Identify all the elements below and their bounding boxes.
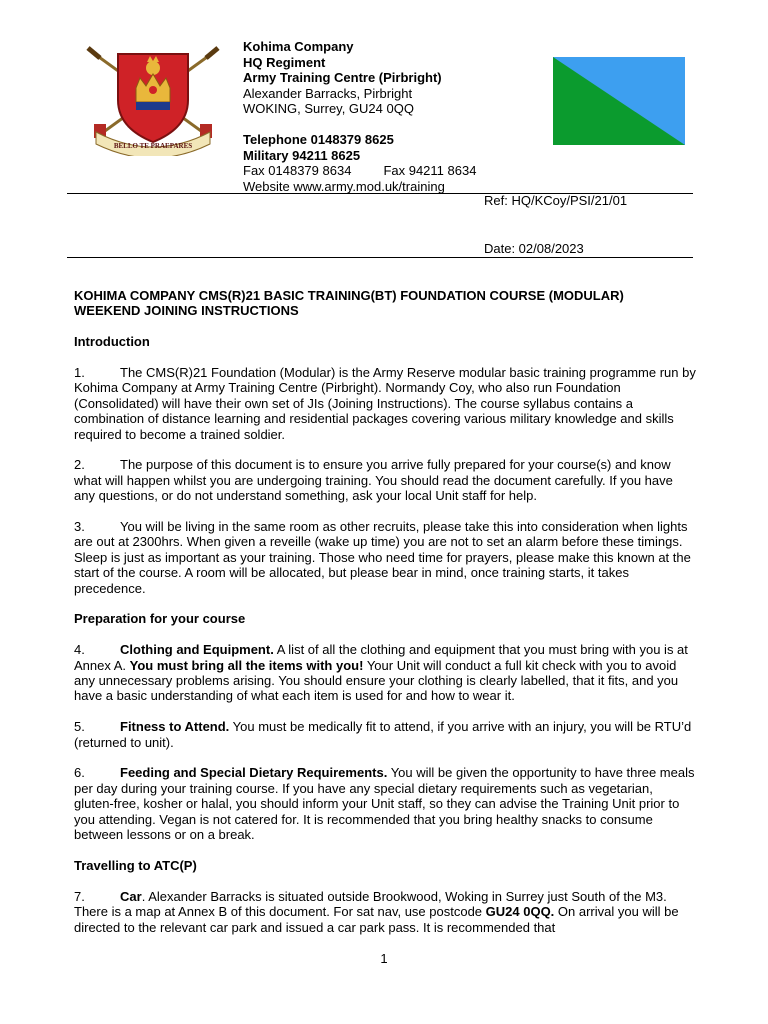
regimental-crest-logo (84, 44, 222, 156)
paragraph-7: 7. Car. Alexander Barracks is situated outside Brookwood, Woking in Surrey just South of the M3. There is a map at Annex B of this document. For sat nav, use postcode GU24 0QQ. On arrival you will be directed to the relevant car park and issued a car park pass. It is recommended that (74, 888, 679, 935)
paragraph-3: 3. You will be living in the same room as other recruits, please take this into consideration when lights are out at 2300hrs. When given a reveille (wake up time) you are not to set an alarm before these timings. Sleep is just as important as your training. Those who need time for prayers, please make this known at the start of the course. A room will be allocated, but please bear in mind, once training starts, it takes precedence. (74, 519, 691, 596)
crest-motto: BELLO TE PRAEPARES (113, 142, 193, 150)
town-line: WOKING, Surrey, GU24 0QQ (243, 101, 414, 116)
paragraph-5: 5. Fitness to Attend. You must be medically fit to attend, if you arrive with an injury, you will be RTU’d (returned to unit). (74, 719, 692, 750)
paragraph-6: 6. Feeding and Special Dietary Requirements. You will be given the opportunity to have three meals per day during your training course. If you have any special dietary requirements such as vegetarian, gluten-free, kosher or halal, you should inform your Unit staff, so they can advise the Training Unit prior to you attending. Vegan is not catered for. It is recommended that you bring healthy snacks to consume between lessons or on a break. (74, 765, 695, 843)
heading-preparation: Preparation for your course (74, 611, 246, 627)
company-name: Kohima Company (243, 39, 354, 54)
date-rule (67, 257, 693, 258)
centre-name: Army Training Centre (Pirbright) (243, 70, 442, 85)
barracks-line: Alexander Barracks, Pirbright (243, 85, 413, 101)
telephone-line: Telephone 0148379 8625 (243, 132, 394, 147)
address-block (243, 39, 476, 194)
paragraph-1: 1. The CMS(R)21 Foundation (Modular) is the Army Reserve modular basic training programme run by Kohima Company at Army Training Centre (Pirbright). Normandy Coy, who also run Foundation (Consolidated) will have their own set of JIs (Joining Instructions). The course syllabus contains a combination of distance learning and residential packages covering various military knowledge and skills required to become a trained soldier. (74, 365, 696, 442)
document-body (74, 288, 696, 950)
title-line-1: KOHIMA COMPANY CMS(R)21 BASIC TRAINING(BT) FOUNDATION COURSE (MODULAR) (74, 288, 624, 303)
heading-travelling: Travelling to ATC(P) (74, 857, 197, 873)
unit-flag-image (553, 57, 685, 145)
document-title (74, 288, 696, 319)
website-line: Website www.army.mod.uk/training (243, 178, 445, 194)
fax-military: Fax 94211 8634 (383, 163, 477, 178)
paragraph-4: 4. Clothing and Equipment. A list of all the clothing and equipment that you must bring with you is at Annex A. You must bring all the items with you! Your Unit will conduct a full kit check with you to avoid any unnecessary problems arising. You should ensure your clothing is clearly labelled, that it fits, and you have a basic understanding of what each item is used for and how to wear it. (74, 642, 688, 704)
page-number: 1 (380, 951, 388, 966)
fax-line (243, 163, 476, 179)
regiment-name: HQ Regiment (243, 54, 326, 70)
fax-civil: Fax 0148379 8634 (243, 163, 352, 178)
document-date: Date: 02/08/2023 (484, 241, 584, 256)
reference-number: Ref: HQ/KCoy/PSI/21/01 (484, 193, 628, 208)
heading-introduction: Introduction (74, 334, 150, 350)
title-line-2: WEEKEND JOINING INSTRUCTIONS (74, 303, 299, 319)
paragraph-2: 2. The purpose of this document is to ensure you arrive fully prepared for your course(s) and know what will happen whilst you are undergoing training. You should read the document carefully. If you have any questions, or do not understand something, ask your local Unit staff for help. (74, 457, 673, 504)
military-line: Military 94211 8625 (243, 147, 361, 163)
